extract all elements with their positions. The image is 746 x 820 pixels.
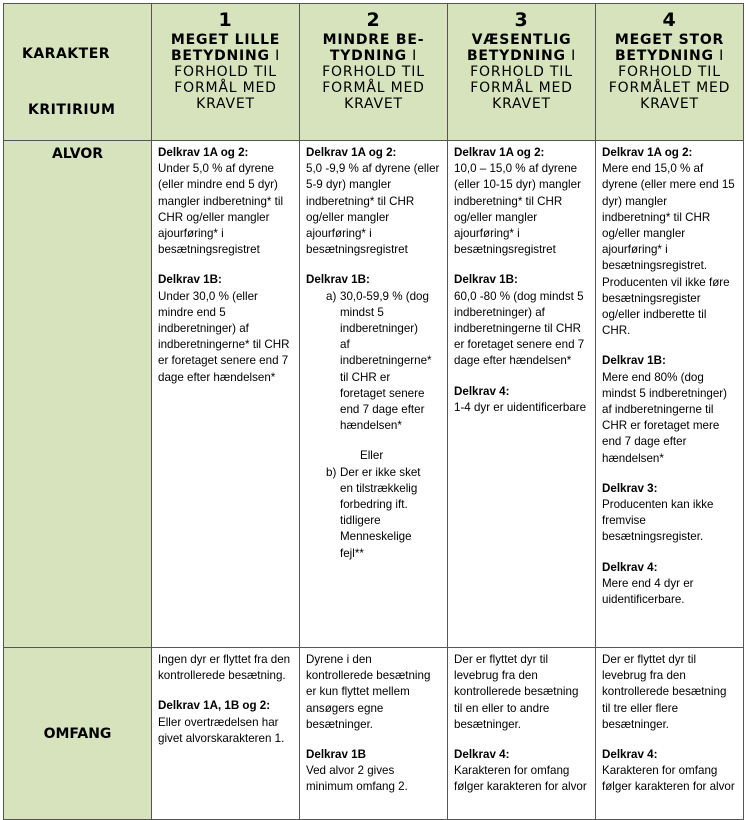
alvor-cell-4: Delkrav 1A og 2: Mere end 15,0 % af dyrene (eller mere end 15 dyr) mangler indberetning* til CHR og/eller mangler ajourføring* i besætningsregistret. Producenten vil ikke føre besætningsregister og/eller indberette til CHR. Delkrav 1B: Mere end 80% (dog mindst 5 indberetninger) af indberetningerne til CHR er foretaget mere end 7 dage efter hændelsen* Delkrav 3: Producenten kan ikke fremvise besætningsregister. Delkrav 4: Mere end 4 dyr er uidentificerbare. xyxy=(596,141,744,648)
omfang-label: OMFANG xyxy=(4,648,152,820)
grade-number: 3 xyxy=(514,9,529,31)
list-item: b) Der er ikke sket en tilstrækkelig forbedring ift. tidligere Menneskelige fejl** xyxy=(326,465,421,560)
header-col-3: 3 VÆSENTLIG BETYDNING I FORHOLD TIL FORMÅL MED KRAVET xyxy=(448,4,596,141)
omfang-cell-4: Der er flyttet dyr til levebrug fra den kontrollerede besætning til tre eller flere besætninger. Delkrav 4: Karakteren for omfang følger karakteren for alvor xyxy=(596,648,744,820)
assessment-table xyxy=(3,3,744,820)
header-row xyxy=(4,4,744,141)
corner-cell xyxy=(4,4,152,141)
grade-number: 1 xyxy=(218,9,233,31)
omfang-cell-1: Ingen dyr er flyttet fra den kontrollerede besætning. Delkrav 1A, 1B og 2: Eller overtrædelsen har givet alvorskarakteren 1. xyxy=(152,648,300,820)
header-col-4: 4 MEGET STOR BETYDNING I FORHOLD TIL FORMÅLET MED KRAVET xyxy=(596,4,744,141)
omfang-cell-3: Der er flyttet dyr til levebrug fra den kontrollerede besætning til en eller to andre besætninger. Delkrav 4: Karakteren for omfang følger karakteren for alvor xyxy=(448,648,596,820)
header-col-2: 2 MINDRE BE- TYDNING I FORHOLD TIL FORMÅL MED KRAVET xyxy=(300,4,448,141)
list-item: a) 30,0-59,9 % (dog mindst 5 indberetninger) af indberetningerne* til CHR er foretaget senere end 7 dage efter hændelsen* xyxy=(326,289,432,433)
omfang-cell-2: Dyrene i den kontrollerede besætning er kun flyttet mellem ansøgers egne besætninger. Delkrav 1B Ved alvor 2 gives minimum omfang 2. xyxy=(300,648,448,820)
alvor-row xyxy=(4,141,744,648)
alvor-label: ALVOR xyxy=(4,141,152,648)
grade-number: 4 xyxy=(662,9,677,31)
alvor-cell-3: Delkrav 1A og 2: 10,0 – 15,0 % af dyrene (eller 10-15 dyr) mangler indberetning* til CHR og/eller mangler ajourføring* i besætningsregistret Delkrav 1B: 60,0 -80 % (dog mindst 5 indberetninger) af indberetningerne til CHR er foretaget senere end 7 dage efter hændelsen* Delkrav 4: 1-4 dyr er uidentificerbare xyxy=(448,141,596,648)
omfang-row xyxy=(4,648,744,820)
alvor-cell-2: Delkrav 1A og 2: 5,0 -9,9 % af dyrene (eller 5-9 dyr) mangler indberetning* til CHR og/eller mangler ajourføring* i besætningsregistret Delkrav 1B: a) 30,0-59,9 % (dog mindst 5 indberetninger) af indberetningerne* til CHR er foretaget senere end 7 dage efter hændelsen* Eller b) Der er ikke sket en tilstrækkelig forbedring ift. tidligere Menneskelige fejl** xyxy=(300,141,448,648)
alvor-cell-1: Delkrav 1A og 2: Under 5,0 % af dyrene (eller mindre end 5 dyr) mangler indberetning* til CHR og/eller mangler ajourføring* i besætningsregistret Delkrav 1B: Under 30,0 % (eller mindre end 5 indberetninger) af indberetningerne* til CHR er foretaget senere end 7 dage efter hændelsen* xyxy=(152,141,300,648)
header-col-1: 1 MEGET LILLE BETYDNING I FORHOLD TIL FORMÅL MED KRAVET xyxy=(152,4,300,141)
karakter-label: KARAKTER xyxy=(22,46,111,62)
grade-number: 2 xyxy=(366,9,381,31)
kriterium-label: KRITIRIUM xyxy=(28,102,116,118)
